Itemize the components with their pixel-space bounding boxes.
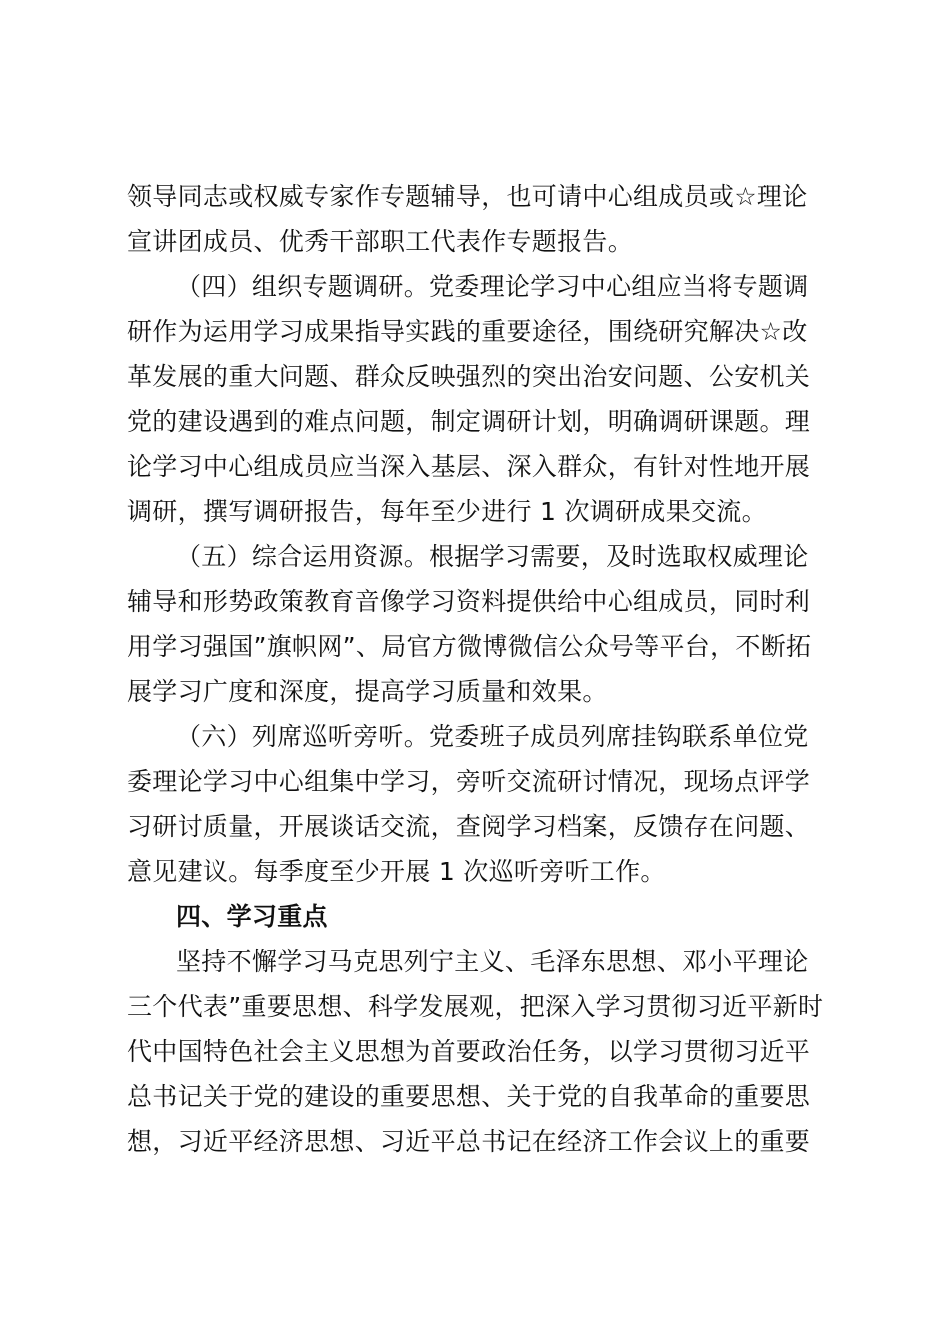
paragraph-line: 辅导和形势政策教育音像学习资料提供给中心组成员，同时利: [127, 587, 811, 616]
section-four-line: （四）组织专题调研。党委理论学习中心组应当将专题调: [176, 272, 809, 301]
paragraph-line: 党的建设遇到的难点问题，制定调研计划，明确调研课题。理: [127, 407, 811, 436]
paragraph-line: 想，习近平经济思想、习近平总书记在经济工作会议上的重要: [127, 1127, 811, 1156]
paragraph-line: 展学习广度和深度，提高学习质量和效果。: [127, 677, 608, 706]
paragraph-line: 委理论学习中心组集中学习，旁听交流研讨情况，现场点评学: [127, 767, 811, 796]
paragraph-line: 习研讨质量，开展谈话交流，查阅学习档案，反馈存在问题、: [127, 812, 811, 841]
paragraph-line: 坚持不懈学习马克思列宁主义、毛泽东思想、邓小平理论: [176, 947, 809, 976]
paragraph-line: 三个代表”重要思想、科学发展观，把深入学习贯彻习近平新时: [127, 992, 824, 1021]
paragraph-line: 调研，撰写调研报告，每年至少进行 1 次调研成果交流。: [127, 497, 767, 526]
section-five-line: （五）综合运用资源。根据学习需要，及时选取权威理论: [176, 542, 809, 571]
paragraph-line: 研作为运用学习成果指导实践的重要途径，围绕研究解决☆改: [127, 317, 808, 346]
paragraph-line: 领导同志或权威专家作专题辅导，也可请中心组成员或☆理论: [127, 182, 808, 211]
paragraph-line: 革发展的重大问题、群众反映强烈的突出治安问题、公安机关: [127, 362, 811, 391]
paragraph-line: 宣讲团成员、优秀干部职工代表作专题报告。: [127, 227, 634, 256]
section-heading: 四、学习重点: [176, 902, 328, 931]
paragraph-line: 意见建议。每季度至少开展 1 次巡听旁听工作。: [127, 857, 666, 886]
paragraph-line: 用学习强国”旗帜网”、局官方微博微信公众号等平台，不断拓: [127, 632, 812, 661]
paragraph-line: 代中国特色社会主义思想为首要政治任务，以学习贯彻习近平: [127, 1037, 811, 1066]
paragraph-line: 总书记关于党的建设的重要思想、关于党的自我革命的重要思: [127, 1082, 811, 1111]
section-six-line: （六）列席巡听旁听。党委班子成员列席挂钩联系单位党: [176, 722, 809, 751]
paragraph-line: 论学习中心组成员应当深入基层、深入群众，有针对性地开展: [127, 452, 811, 481]
